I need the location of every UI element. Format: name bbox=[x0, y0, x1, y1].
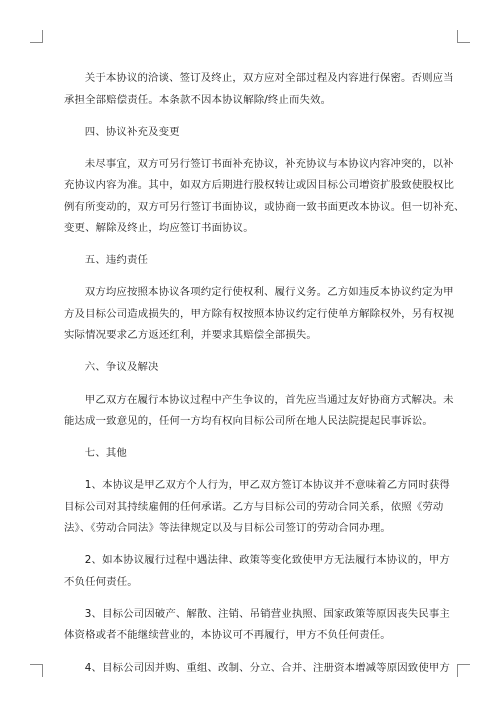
text-line: 承担全部赔偿责任。本条款不因本协议解除/终止而失效。 bbox=[64, 93, 332, 106]
corner-mark-top-left-v bbox=[42, 30, 43, 43]
paragraph bbox=[64, 390, 454, 433]
text-line: 法》、《劳动合同法》等法律规定以及与目标公司签订的劳动合同办理。 bbox=[64, 522, 391, 535]
paragraph bbox=[64, 475, 450, 540]
corner-mark-top-right-v bbox=[457, 30, 458, 43]
corner-mark-bottom-left-v bbox=[42, 664, 43, 677]
text-line: 实际情况要求乙方返还红利，并要求其赔偿全部损失。 bbox=[64, 329, 317, 342]
text-line: 体资格或者不能继续营业的，本协议可不再履行，甲方不负任何责任。 bbox=[64, 629, 391, 642]
text-line: 1、本协议是甲乙双方个人行为，甲乙双方签订本协议并不意味着乙方同时获得 bbox=[84, 479, 450, 492]
section-heading: 四、协议补充及变更 bbox=[84, 125, 180, 138]
text-line: 充协议内容为准。其中，如双方后期进行股权转让或因目标公司增资扩股致使股权比 bbox=[64, 179, 454, 192]
corner-mark-bottom-right-v bbox=[457, 664, 458, 677]
text-line: 2、如本协议履行过程中遇法律、政策等变化致使甲方无法履行本协议的，甲方 bbox=[84, 554, 450, 567]
paragraph bbox=[64, 68, 454, 111]
paragraph bbox=[64, 154, 465, 240]
paragraph bbox=[64, 282, 454, 347]
text-line: 双方均应按照本协议各项约定行使权利、履行义务。乙方如违反本协议约定为甲 bbox=[84, 286, 454, 299]
text-line: 目标公司对其持续雇佣的任何承诺。乙方与目标公司的劳动合同关系，依照《劳动 bbox=[64, 500, 444, 513]
text-line: 未尽事宜，双方可另行签订书面补充协议，补充协议与本协议内容冲突的，以补 bbox=[84, 157, 454, 170]
corner-mark-bottom-right-h bbox=[457, 664, 470, 665]
text-line: 能达成一致意见的，任何一方均有权向目标公司所在地人民法院提起民事诉讼。 bbox=[64, 415, 433, 428]
text-line: 方及目标公司造成损失的，甲方除有权按照本协议约定行使单方解除权外，另有权视 bbox=[64, 307, 454, 320]
corner-mark-top-right-h bbox=[457, 42, 470, 43]
document-body bbox=[64, 68, 465, 690]
paragraph bbox=[64, 550, 450, 593]
section-heading: 七、其他 bbox=[84, 447, 127, 460]
text-line: 3、目标公司因破产、解散、注销、吊销营业执照、国家政策等原因丧失民事主 bbox=[84, 607, 450, 620]
text-line: 例有所变动的，双方可另行签订书面协议，或协商一致书面更改本协议。但一切补充、 bbox=[64, 200, 465, 213]
text-line: 关于本协议的洽谈、签订及终止，双方应对全部过程及内容进行保密。否则应当 bbox=[84, 72, 454, 84]
text-line: 变更、解除及终止，均应签订书面协议。 bbox=[64, 222, 254, 235]
paragraph bbox=[64, 604, 450, 647]
section-heading: 六、争议及解决 bbox=[84, 361, 159, 374]
text-line: 4、目标公司因并购、重组、改制、分立、合并、注册资本增减等原因致使甲方 bbox=[84, 661, 450, 674]
text-line: 不负任何责任。 bbox=[64, 575, 138, 588]
section-heading: 五、违约责任 bbox=[84, 254, 149, 267]
text-line: 甲乙双方在履行本协议过程中产生争议的，首先应当通过友好协商方式解决。未 bbox=[84, 393, 454, 406]
paragraph bbox=[64, 658, 450, 680]
